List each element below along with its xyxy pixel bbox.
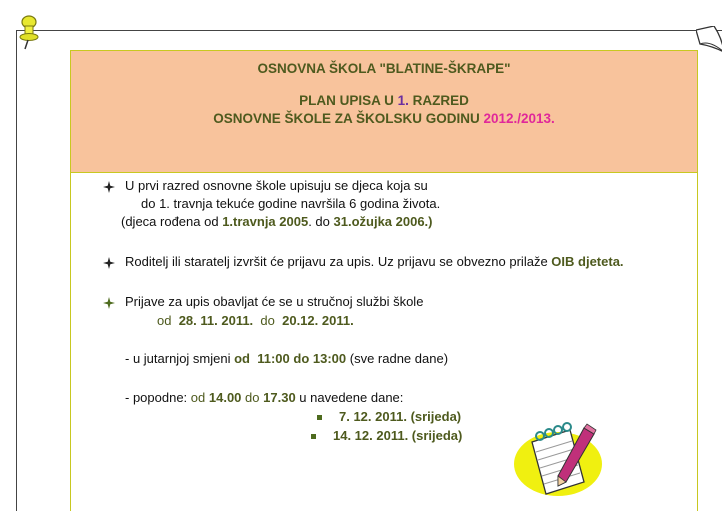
item-a-line1: U prvi razred osnovne škole upisuju se djeca koja su — [125, 178, 428, 193]
diamond-bullet-icon — [103, 257, 115, 269]
item-a-line3: (djeca rođena od 1.travnja 2005. do 31.ožujka 2006.) — [121, 214, 433, 229]
page-curl-icon — [696, 26, 722, 56]
day-2: 14. 12. 2011. (srijeda) — [333, 428, 463, 443]
afternoon-shift: - popodne: od 14.00 do 17.30 u navedene dane: — [125, 390, 404, 405]
school-year-title: OSNOVNE ŠKOLE ZA ŠKOLSKU GODINU 2012./2013. — [213, 111, 555, 126]
item-c-dates: od 28. 11. 2011. do 20.12. 2011. — [157, 313, 354, 328]
diamond-bullet-icon — [103, 297, 115, 309]
square-bullet-icon — [311, 434, 316, 439]
plan-title: PLAN UPISA U 1. RAZRED — [299, 93, 469, 108]
school-name: OSNOVNA ŠKOLA "BLATINE-ŠKRAPE" — [257, 61, 511, 76]
square-bullet-icon — [317, 415, 322, 420]
notepad-clipart-icon — [510, 412, 606, 502]
push-pin-icon — [14, 14, 42, 50]
day-1: 7. 12. 2011. (srijeda) — [339, 409, 462, 424]
item-a-line2: do 1. travnja tekuće godine navršila 6 godina života. — [141, 196, 441, 211]
item-b-text: Roditelj ili staratelj izvršit će prijavu za upis. Uz prijavu se obvezno prilaže OIB djeteta. — [125, 254, 624, 269]
diamond-bullet-icon — [103, 181, 115, 193]
morning-shift: - u jutarnjoj smjeni od 11:00 do 13:00 (sve radne dane) — [125, 351, 449, 366]
notice-header — [71, 51, 697, 173]
item-c-line1: Prijave za upis obavljat će se u stručnoj službi škole — [125, 294, 424, 309]
